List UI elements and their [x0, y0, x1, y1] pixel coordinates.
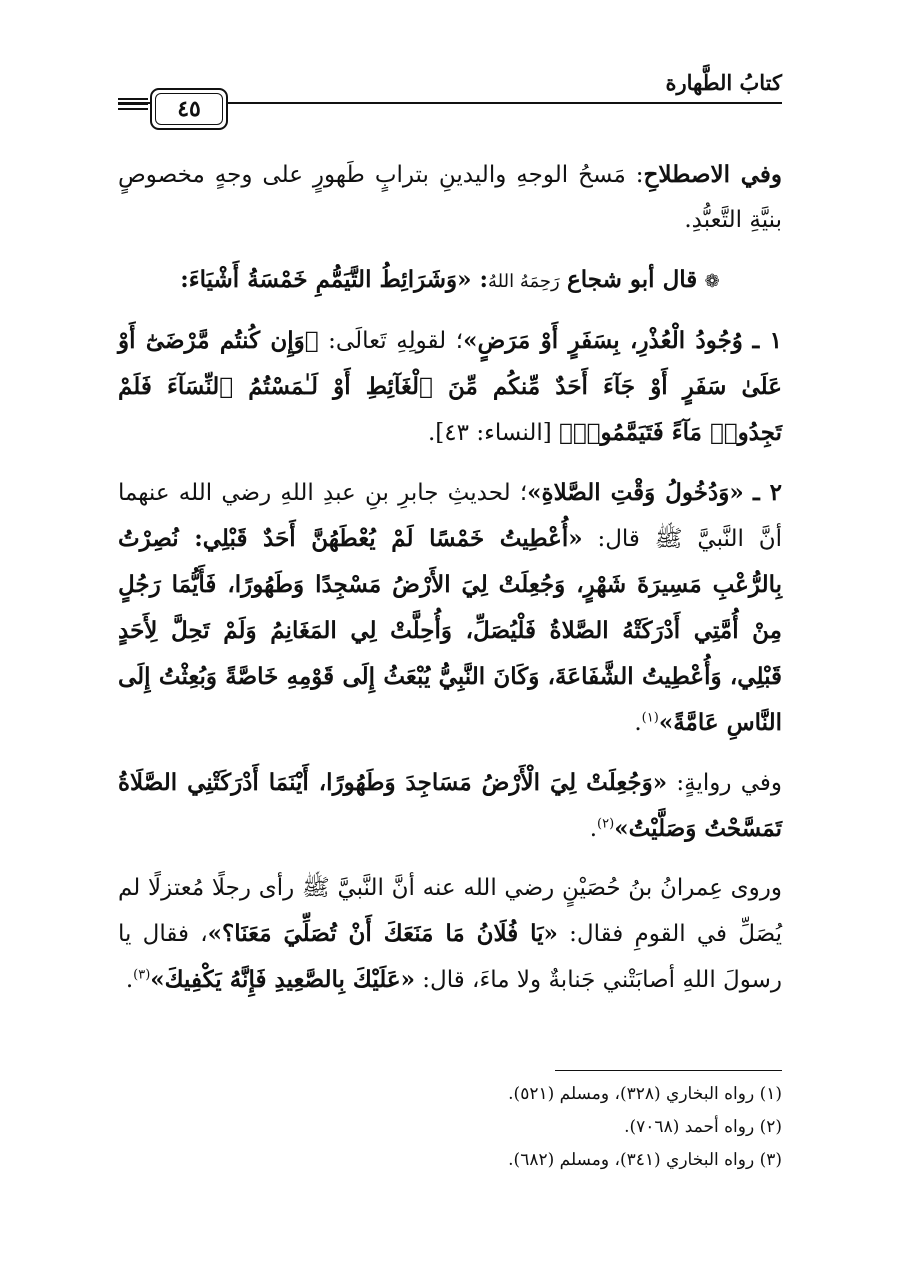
running-header-title: كتابُ الطَّهارة: [665, 70, 782, 95]
term-label: وفي الاصطلاحِ: [643, 161, 782, 188]
evidence-intro: ؛ لقولِهِ تَعالَى:: [318, 328, 464, 354]
footnote-3: (٣) رواه البخاري (٣٤١)، ومسلم (٦٨٢).: [508, 1150, 782, 1170]
footnote-1: (١) رواه البخاري (٣٢٨)، ومسلم (٥٢١).: [508, 1084, 782, 1104]
hadith-text: «وَجُعِلَتْ لِيَ الْأَرْضُ مَسَاجِدَ وَطَهُورًا، أَيْنَمَا أَدْرَكَتْنِي الصَّلَاةُ تَمَسَّحْتُ وَصَلَّيْتُ»: [118, 769, 782, 842]
footnote-marker: (١): [641, 710, 659, 726]
condition-number: ٢ ـ: [752, 479, 782, 506]
hadith-quote-1: «يَا فُلَانُ مَا مَنَعَكَ أَنْ تُصَلِّيَ مَعَنَا؟»: [207, 920, 558, 947]
author-lead: قال أبو شجاع: [567, 266, 698, 293]
paragraph-condition-1: [118, 318, 782, 456]
footnote-separator: [555, 1070, 782, 1071]
honorific-glyph: رَحِمَهُ اللهُ: [488, 271, 560, 292]
footnote-marker: (٢): [597, 816, 615, 832]
main-text: [118, 152, 782, 1017]
paragraph-definition: [118, 152, 782, 243]
definition-text: : مَسحُ الوجهِ واليدينِ بترابٍ طَهورٍ على وجهٍ مخصوصٍ بنيَّةِ التَّعبُّدِ.: [118, 162, 782, 233]
flower-ornament-icon: ❁: [704, 271, 720, 292]
narration-intro: وفي روايةٍ:: [667, 770, 782, 796]
page-number-frame: [150, 88, 228, 130]
narration-text: وروى عِمرانُ بنُ حُصَيْنٍ رضي الله عنه أنَّ النَّبيَّ ﷺ رأى رجلًا مُعتزلًا لم يُصَلِّ في القومِ فقال:: [118, 875, 782, 947]
condition-text: وُجُودُ الْعُذْرِ، بِسَفَرٍ أَوْ مَرَضٍ»: [463, 327, 743, 354]
condition-number: ١ ـ: [752, 327, 782, 354]
paragraph-narration: وفي روايةٍ: «وَجُعِلَتْ لِيَ الْأَرْضُ مَسَاجِدَ وَطَهُورًا، أَيْنَمَا أَدْرَكَتْنِي الصَّلَاةُ تَمَسَّحْتُ وَصَلَّيْتُ»$^{(٢)}$.: [118, 769, 782, 842]
matn-heading: [118, 257, 782, 304]
condition-text: «وَدُخُولُ وَقْتِ الصَّلاةِ»: [527, 479, 744, 506]
footnote-2: (٢) رواه أحمد (٧٠٦٨).: [624, 1117, 782, 1137]
hadith-intro: ؛ لحديثِ جابرِ بنِ عبدِ اللهِ رضي الله عنهما أنَّ النَّبيَّ ﷺ قال:: [118, 480, 782, 552]
hadith-quote-2: «عَلَيْكَ بِالصَّعِيدِ فَإِنَّهُ يَكْفِيكَ»: [150, 966, 415, 993]
paragraph-imran: وروى عِمرانُ بنُ حُصَيْنٍ رضي الله عنه أنَّ النَّبيَّ ﷺ رأى رجلًا مُعتزلًا لم يُصَلِّ في القومِ فقال: «يَا فُلَانُ مَا مَنَعَكَ أَنْ تُصَلِّيَ مَعَنَا؟»، فقال يا رسولَ اللهِ أصابَتْني جَنابةٌ ولا ماءَ، قال: «عَلَيْكَ بِالصَّعِيدِ فَإِنَّهُ يَكْفِيكَ»$^{(٣)}$.: [118, 875, 782, 993]
footnote-marker: (٣): [133, 967, 151, 983]
ayah-reference: [النساء: ٤٣].: [428, 420, 552, 446]
paragraph-condition-2: ٢ ـ «وَدُخُولُ وَقْتِ الصَّلاةِ»؛ لحديثِ جابرِ بنِ عبدِ اللهِ رضي الله عنهما أنَّ النَّبيَّ ﷺ قال: «أُعْطِيتُ خَمْسًا لَمْ يُعْطَهُنَّ أَحَدٌ قَبْلِي: نُصِرْتُ بِالرُّعْبِ مَسِيرَةَ شَهْرٍ، وَجُعِلَتْ لِيَ الأَرْضُ مَسْجِدًا وَطَهُورًا، فَأَيُّمَا رَجُلٍ مِنْ أُمَّتِي أَدْرَكَتْهُ الصَّلاةُ فَلْيُصَلِّ، وَأُحِلَّتْ لِي المَغَانِمُ وَلَمْ تَحِلَّ لِأَحَدٍ قَبْلِي، وَأُعْطِيتُ الشَّفَاعَةَ، وَكَانَ النَّبِيُّ يُبْعَثُ إِلَى قَوْمِهِ خَاصَّةً وَبُعِثْتُ إِلَى النَّاسِ عَامَّةً»$^{(١)}$.: [118, 479, 782, 736]
header-ornament-lines: [118, 98, 148, 120]
matn-quote: : «وَشَرَائِطُ التَّيَمُّمِ خَمْسَةُ أَشْيَاءَ:: [180, 266, 489, 293]
footnotes: [118, 1078, 782, 1177]
quran-ayah: ﴿وَإِن كُنتُم مَّرْضَىٰٓ أَوْ عَلَىٰ سَفَرٍ أَوْ جَآءَ أَحَدٌ مِّنكُم مِّنَ ٱلْغَآئِطِ أَوْ لَـٰمَسْتُمُ ٱلنِّسَآءَ فَلَمْ تَجِدُوا۟ مَآءً فَتَيَمَّمُوا۟﴾: [118, 327, 782, 446]
hadith-text: «أُعْطِيتُ خَمْسًا لَمْ يُعْطَهُنَّ أَحَدٌ قَبْلِي: نُصِرْتُ بِالرُّعْبِ مَسِيرَةَ شَهْرٍ، وَجُعِلَتْ لِيَ الأَرْضُ مَسْجِدًا وَطَهُورًا، فَأَيُّمَا رَجُلٍ مِنْ أُمَّتِي أَدْرَكَتْهُ الصَّلاةُ فَلْيُصَلِّ، وَأُحِلَّتْ لِي المَغَانِمُ وَلَمْ تَحِلَّ لِأَحَدٍ قَبْلِي، وَأُعْطِيتُ الشَّفَاعَةَ، وَكَانَ النَّبِيُّ يُبْعَثُ إِلَى قَوْمِهِ خَاصَّةً وَبُعِثْتُ إِلَى النَّاسِ عَامَّةً»: [118, 525, 782, 736]
narration-text-2: ، فقال يا رسولَ اللهِ أصابَتْني جَنابةٌ ولا ماءَ، قال:: [118, 921, 782, 993]
page-number: ٤٥: [177, 96, 201, 122]
